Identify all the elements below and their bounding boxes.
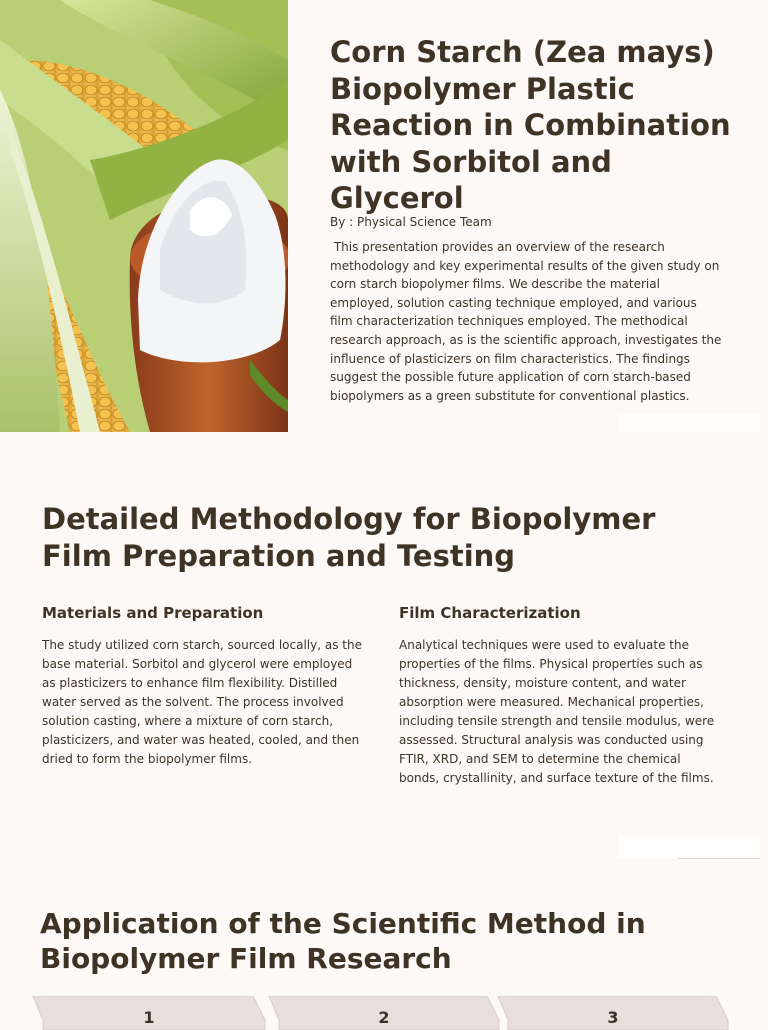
scientific-method-heading: Application of the Scientific Method in Biopolymer Film Research: [40, 907, 646, 975]
materials-heading: Materials and Preparation: [42, 604, 264, 622]
step-number: 1: [143, 1008, 155, 1027]
step-chevron-1: [32, 996, 266, 1030]
presentation-title: Corn Starch (Zea mays) Biopolymer Plastic Reaction in Combination with Sorbitol and Glycerol: [330, 35, 731, 215]
corn-starch-photo: [0, 0, 288, 432]
methodology-heading: Detailed Methodology for Biopolymer Film Preparation and Testing: [42, 502, 656, 573]
decorative-highlight: [618, 836, 760, 858]
title-slide: [0, 0, 768, 432]
intro-paragraph: This presentation provides an overview of the research methodology and key experimental results of the given study on corn starch biopolymer films. We describe the material employed, solution casting technique employed, and various film characterization techniques employed. The methodical research approach, as is the scientific approach, investigates the influence of plasticizers on film characteristics. The findings suggest the possible future application of corn starch-based biopolymers as a green substitute for conventional plastics.: [330, 240, 726, 403]
decorative-highlight: [618, 414, 760, 432]
step-number: 3: [607, 1008, 619, 1027]
author-byline: By : Physical Science Team: [330, 215, 492, 229]
materials-paragraph: The study utilized corn starch, sourced locally, as the base material. Sorbitol and glycerol were employed as plasticizers to enhance film flexibility. Distilled water served as the solvent. The process involved solution casting, where a mixture of corn starch, plasticizers, and water was heated, cooled, and then dried to form the biopolymer films.: [42, 638, 362, 766]
step-chevron-3: [497, 996, 729, 1030]
divider-line: [678, 858, 760, 859]
step-chevron-2: [268, 996, 500, 1030]
characterization-heading: Film Characterization: [399, 604, 581, 622]
characterization-paragraph: Analytical techniques were used to evaluate the properties of the films. Physical properties such as thickness, density, moisture content, and water absorption were measured. Mechanical properties, including tensile strength and tensile modulus, were assessed. Structural analysis was conducted using FTIR, XRD, and SEM to determine the chemical bonds, crystallinity, and surface texture of the films.: [399, 638, 715, 785]
step-number: 2: [378, 1008, 390, 1027]
